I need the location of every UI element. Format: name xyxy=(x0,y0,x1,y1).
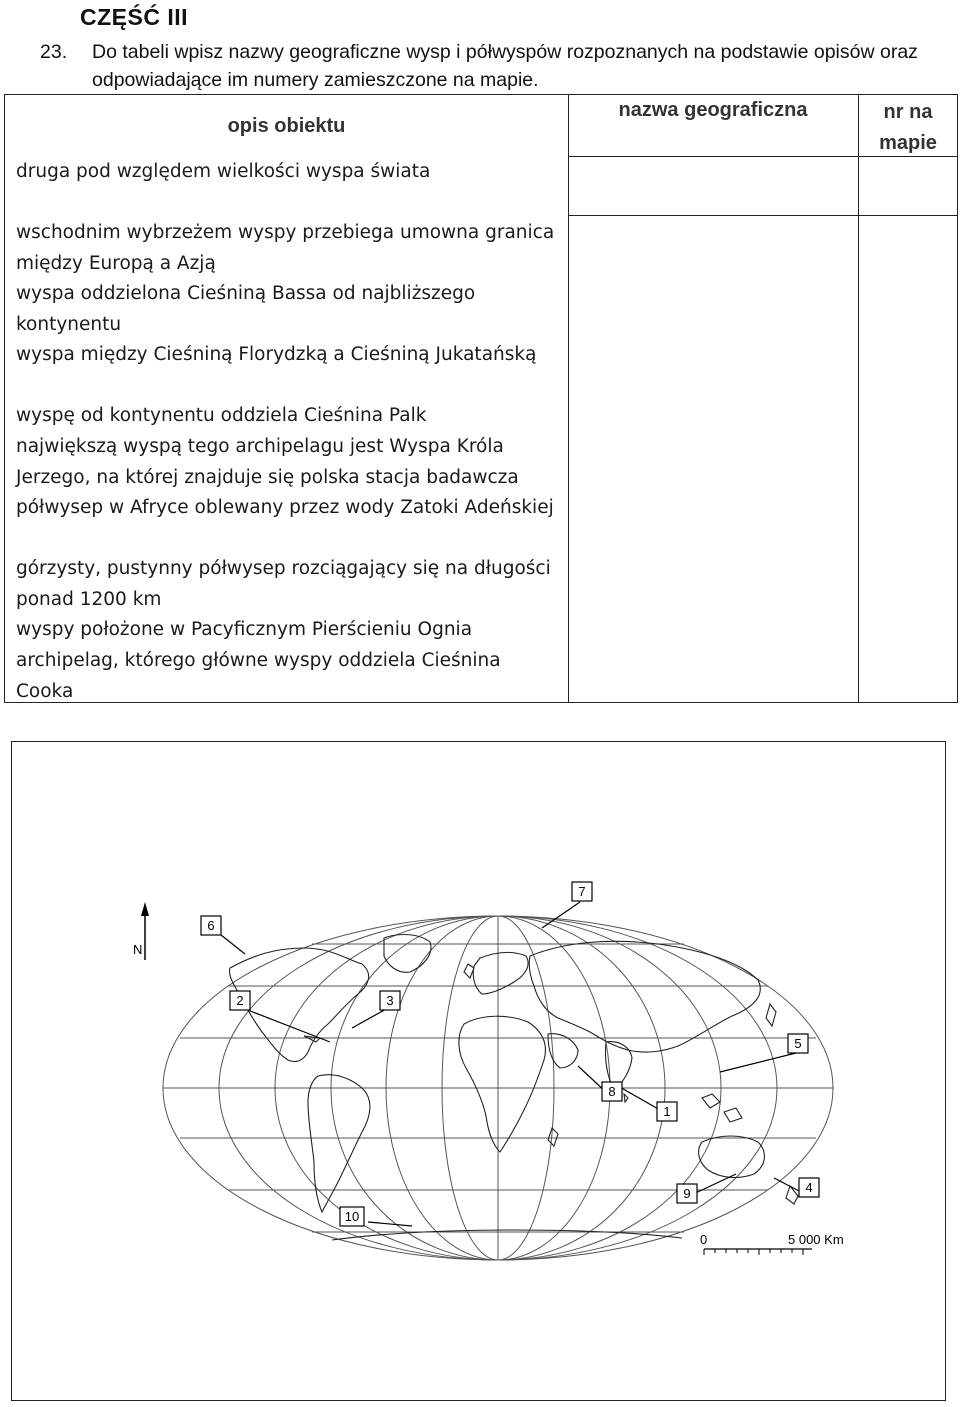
row-description: wyspy położone w Pacyficznym Pierścieniu Ognia xyxy=(16,619,473,640)
world-map-frame xyxy=(11,741,946,1401)
answer-number-cell[interactable] xyxy=(859,216,958,703)
marker-1: 1 xyxy=(663,1104,671,1119)
row-description: największą wyspą tego archipelagu jest Wyspa Króla Jerzego, na której znajduje się polska stacja badawcza xyxy=(16,436,519,488)
row-description: wyspa między Cieśniną Florydzką a Cieśniną Jukatańską xyxy=(16,344,537,365)
task-text: Do tabeli wpisz nazwy geograficzne wysp i półwyspów rozpoznanych na podstawie opisów oraz odpowiadające im numery zamieszczone na mapie. xyxy=(92,41,918,91)
row-description: wyspa oddzielona Cieśniną Bassa od najbliższego kontynentu xyxy=(16,283,476,335)
marker-7: 7 xyxy=(578,884,586,899)
answer-name-cell[interactable] xyxy=(569,157,858,215)
row-description: wschodnim wybrzeżem wyspy przebiega umowna granica między Europą a Azją xyxy=(16,222,555,274)
marker-10: 10 xyxy=(344,1209,360,1224)
part-title: CZĘŚĆ III xyxy=(80,4,189,30)
marker-3: 3 xyxy=(386,993,394,1008)
row-description: archipelag, którego główne wyspy oddziela Cieśnina Cooka xyxy=(16,650,501,702)
north-label: N xyxy=(133,942,143,957)
scale-zero: 0 xyxy=(700,1232,708,1247)
header-name: nazwa geograficzna xyxy=(618,99,808,121)
answer-name-cell[interactable] xyxy=(569,216,858,703)
marker-6: 6 xyxy=(207,918,215,933)
marker-5: 5 xyxy=(794,1036,802,1051)
header-map-number: nr na mapie xyxy=(879,101,937,154)
task-number: 23. xyxy=(40,41,68,63)
world-map xyxy=(12,742,945,1400)
scale-bar xyxy=(700,1232,844,1255)
answer-table xyxy=(4,94,958,703)
header-description: opis obiektu xyxy=(227,115,346,137)
marker-4: 4 xyxy=(805,1180,813,1195)
marker-9: 9 xyxy=(683,1186,691,1201)
row-description: wyspę od kontynentu oddziela Cieśnina Palk xyxy=(16,405,427,426)
answer-number-cell[interactable] xyxy=(859,157,958,215)
row-description: półwysep w Afryce oblewany przez wody Zatoki Adeńskiej xyxy=(16,497,554,518)
scale-end: 5 000 Km xyxy=(788,1232,844,1247)
marker-2: 2 xyxy=(236,993,244,1008)
row-description: druga pod względem wielkości wyspa świata xyxy=(16,161,431,182)
marker-8: 8 xyxy=(608,1084,616,1099)
north-arrow xyxy=(133,902,149,960)
row-description: górzysty, pustynny półwysep rozciągający się na długości ponad 1200 km xyxy=(16,558,551,610)
